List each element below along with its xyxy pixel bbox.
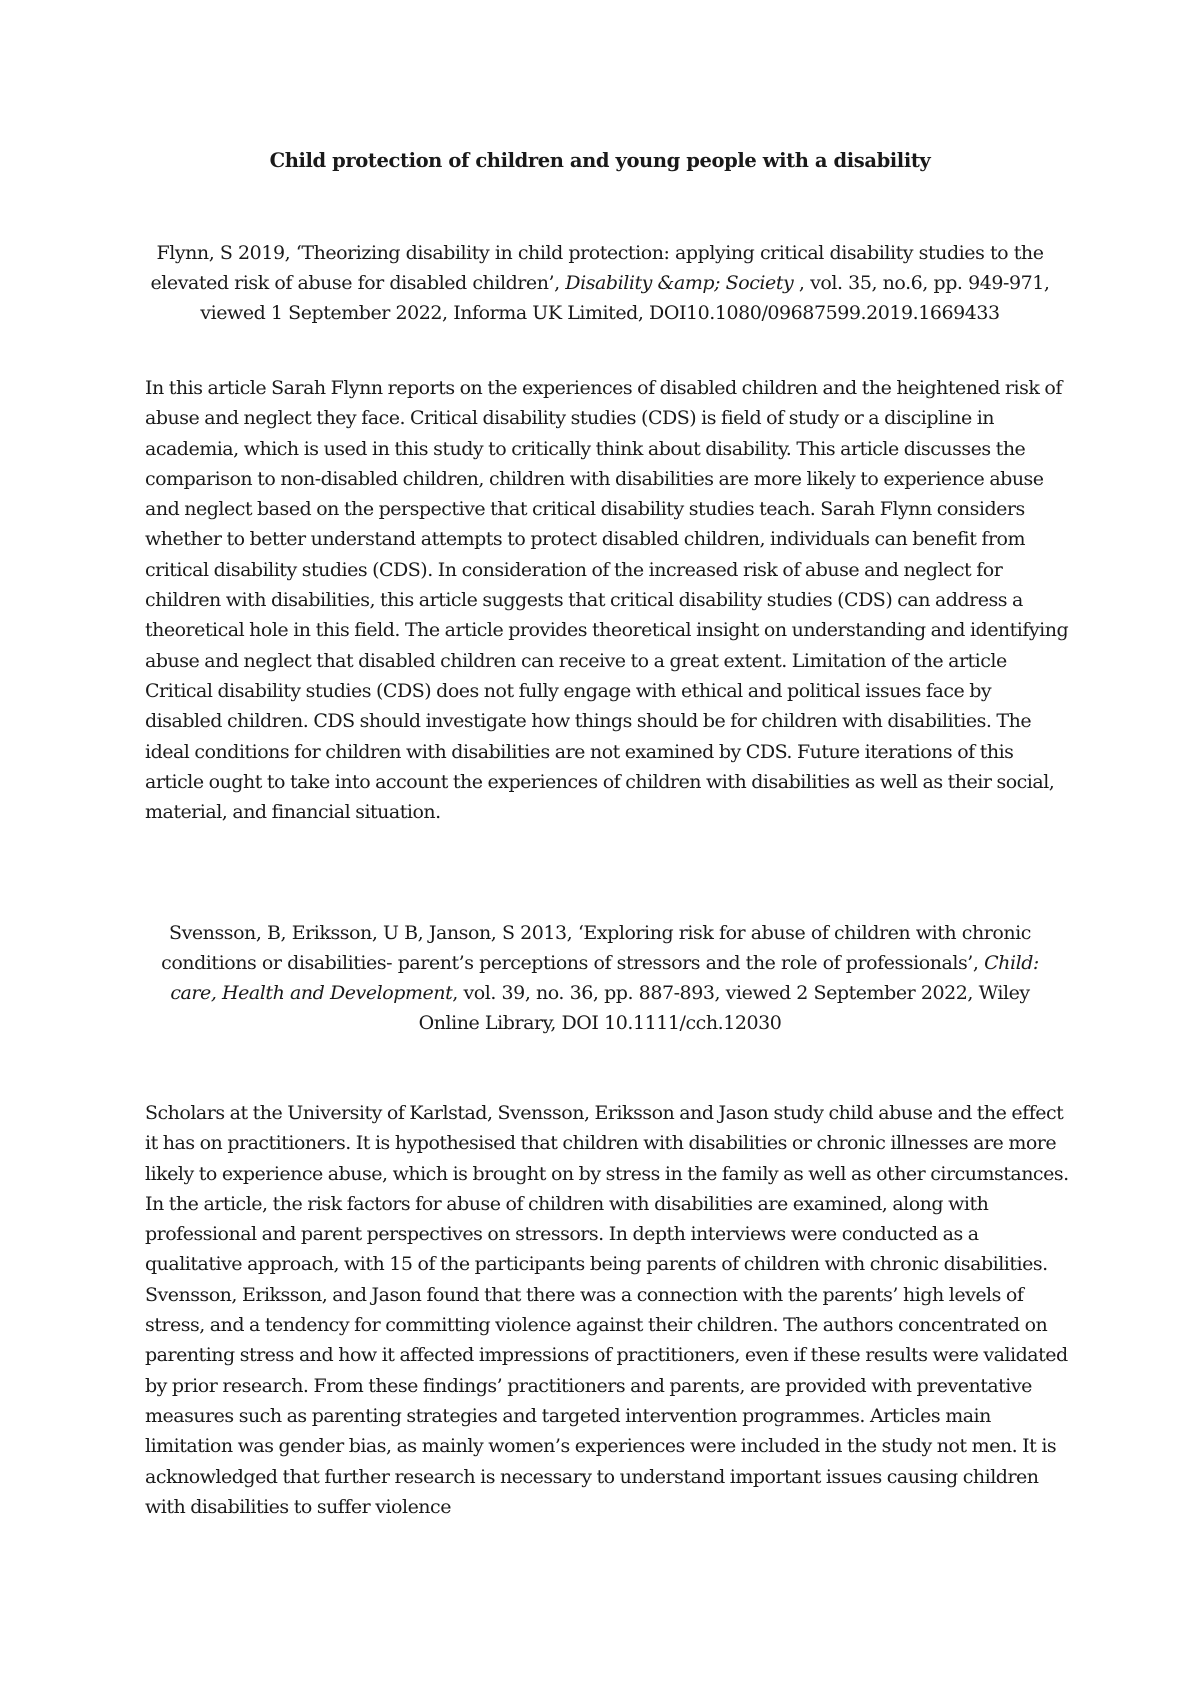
citation-details: , vol. 39, no. 36, pp. 887-893, viewed 2 September 2022, Wiley Online Library, DOI 10.1111/cch.12030	[418, 982, 1030, 1034]
journal-title: Child: care, Health and Development	[170, 952, 1039, 1004]
journal-title: Disability &amp; Society	[565, 272, 794, 294]
citation-text: Svensson, B, Eriksson, U B, Janson, S 2013, ‘Exploring risk for abuse of children with chronic conditions or disabilities- parent’s perceptions of stressors and the role of professionals’,	[161, 922, 1031, 974]
citation-text: Flynn, S 2019, ‘Theorizing disability in child protection: applying critical disability studies to the elevated risk of abuse for disabled children’,	[150, 242, 1044, 294]
annotation-paragraph-svensson: Scholars at the University of Karlstad, Svensson, Eriksson and Jason study child abuse and the effect it has on practitioners. It is hypothesised that children with disabilities or chronic illnesses are more likely to experience abuse, which is brought on by stress in the family as well as other circumstances. In the article, the risk factors for abuse of children with disabilities are examined, along with professional and parent perspectives on stressors. In depth interviews were conducted as a qualitative approach, with 15 of the participants being parents of children with chronic disabilities. Svensson, Eriksson, and Jason found that there was a connection with the parents’ high levels of stress, and a tendency for committing violence against their children. The authors concentrated on parenting stress and how it affected impressions of practitioners, even if these results were validated by prior research. From these findings’ practitioners and parents, are provided with preventative measures such as parenting strategies and targeted intervention programmes. Articles main limitation was gender bias, as mainly women’s experiences were included in the study not men. It is acknowledged that further research is necessary to understand important issues causing children with disabilities to suffer violence	[145, 1102, 1069, 1518]
reference-citation-flynn	[140, 238, 1060, 328]
document-title: Child protection of children and young people with a disability	[269, 149, 931, 172]
annotation-paragraph-flynn: In this article Sarah Flynn reports on the experiences of disabled children and the heightened risk of abuse and neglect they face. Critical disability studies (CDS) is field of study or a discipline in academia, which is used in this study to critically think about disability. This article discusses the comparison to non-disabled children, children with disabilities are more likely to experience abuse and neglect based on the perspective that critical disability studies teach. Sarah Flynn considers whether to better understand attempts to protect disabled children, individuals can benefit from critical disability studies (CDS). In consideration of the increased risk of abuse and neglect for children with disabilities, this article suggests that critical disability studies (CDS) can address a theoretical hole in this field. The article provides theoretical insight on understanding and identifying abuse and neglect that disabled children can receive to a great extent. Limitation of the article Critical disability studies (CDS) does not fully engage with ethical and political issues face by disabled children. CDS should investigate how things should be for children with disabilities. The ideal conditions for children with disabilities are not examined by CDS. Future iterations of this article ought to take into account the experiences of children with disabilities as well as their social, material, and financial situation.	[145, 377, 1069, 824]
citation-details: , vol. 35, no.6, pp. 949-971, viewed 1 September 2022, Informa UK Limited, DOI10.1080/09687599.2019.1669433	[200, 272, 1050, 324]
reference-citation-svensson	[140, 918, 1060, 1038]
